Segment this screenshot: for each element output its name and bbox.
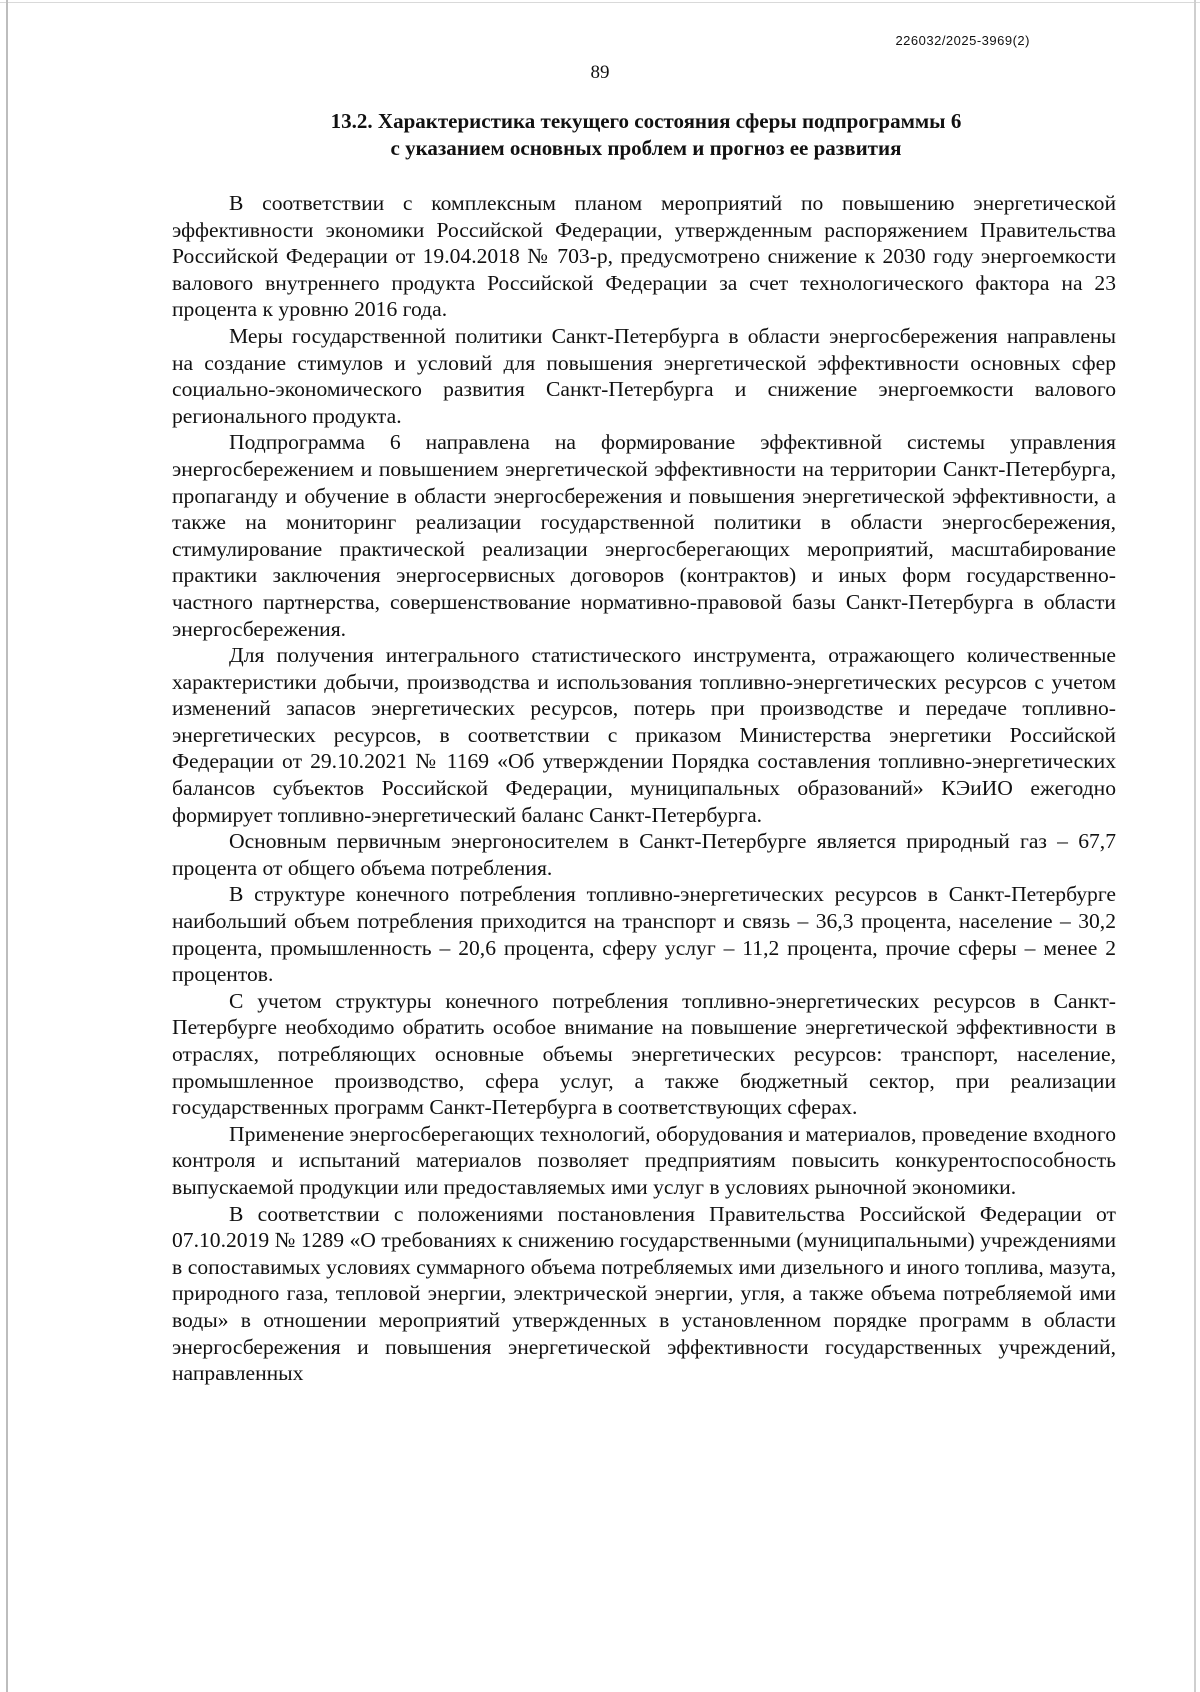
paragraph-3: Подпрограмма 6 направлена на формирование эффективной системы управления энергосбережением и повышением энергетической эффективности на территории Санкт-Петербурга, пропаганду и обучение в области энергосбережения и повышения энергетической эффективности, а также на мониторинг реализации государственной политики в области энергосбережения, стимулирование практической реализации энергосберегающих мероприятий, масштабирование практики заключения энергосервисных договоров (контрактов) и иных форм государственно-частного партнерства, совершенствование нормативно-правовой базы Санкт-Петербурга в области энергосбережения. bbox=[172, 430, 1116, 641]
paragraph-8: Применение энергосберегающих технологий, оборудования и материалов, проведение входного контроля и испытаний материалов позволяет предприятиям повысить конкурентоспособность выпускаемой продукции или предоставляемых ими услуг в условиях рыночной экономики. bbox=[172, 1121, 1116, 1199]
paragraph-1: В соответствии с комплексным планом мероприятий по повышению энергетической эффективности экономики Российской Федерации, утвержденным распоряжением Правительства Российской Федерации от 19.04.2018 № 703-р, предусмотрено снижение к 2030 году энергоемкости валового внутреннего продукта Российской Федерации за счет технологического фактора на 23 процента к уровню 2016 года. bbox=[172, 191, 1116, 322]
paragraph-7: С учетом структуры конечного потребления топливно-энергетических ресурсов в Санкт-Петербурге необходимо обратить особое внимание на повышение энергетической эффективности в отраслях, потребляющих основные объемы энергетических ресурсов: транспорт, население, промышленное производство, сфера услуг, а также бюджетный сектор, при реализации государственных программ Санкт-Петербурга в соответствующих сферах. bbox=[172, 988, 1116, 1120]
paragraph-6: В структуре конечного потребления топливно-энергетических ресурсов в Санкт-Петербурге наибольший объем потребления приходится на транспорт и связь – 36,3 процента, население – 30,2 процента, промышленность – 20,6 процента, сферу услуг – 11,2 процента, прочие сферы – менее 2 процентов. bbox=[172, 882, 1116, 987]
scan-left-edge bbox=[6, 0, 8, 1692]
paragraph-5: Основным первичным энергоносителем в Санкт-Петербурге является природный газ – 67,7 процента от общего объема потребления. bbox=[172, 829, 1116, 880]
page-number: 89 bbox=[590, 62, 610, 83]
scan-top-edge bbox=[0, 2, 1200, 3]
section-heading-line-1: 13.2. Характеристика текущего состояния сферы подпрограммы 6 bbox=[330, 109, 962, 133]
paragraph-4: Для получения интегрального статистического инструмента, отражающего количественные характеристики добычи, производства и использования топливно-энергетических ресурсов с учетом изменений запасов энергетических ресурсов, потерь при производстве и передаче топливно-энергетических ресурсов, в соответствии с приказом Министерства энергетики Российской Федерации от 29.10.2021 № 1169 «Об утверждении Порядка составления топливно-энергетических балансов субъектов Российской Федерации, муниципальных образований» КЭиИО ежегодно формирует топливно-энергетический баланс Санкт-Петербурга. bbox=[172, 643, 1116, 827]
section-heading bbox=[172, 108, 1120, 162]
section-heading-line-2: с указанием основных проблем и прогноз ее развития bbox=[390, 136, 902, 160]
scan-right-edge bbox=[1194, 0, 1196, 1692]
body-text bbox=[172, 190, 1116, 1387]
document-id: 226032/2025-3969(2) bbox=[895, 33, 1030, 48]
paragraph-2: Меры государственной политики Санкт-Петербурга в области энергосбережения направлены на создание стимулов и условий для повышения энергетической эффективности основных сфер социально-экономического развития Санкт-Петербурга и снижение энергоемкости валового регионального продукта. bbox=[172, 323, 1116, 428]
paragraph-9: В соответствии с положениями постановления Правительства Российской Федерации от 07.10.2019 № 1289 «О требованиях к снижению государственными (муниципальными) учреждениями в сопоставимых условиях суммарного объема потребляемых ими дизельного и иного топлива, мазута, природного газа, тепловой энергии, электрической энергии, угля, а также объема потребляемой ими воды» в отношении мероприятий утвержденных в установленном порядке программ в области энергосбережения и повышения энергетической эффективности государственных учреждений, направленных bbox=[172, 1201, 1116, 1386]
